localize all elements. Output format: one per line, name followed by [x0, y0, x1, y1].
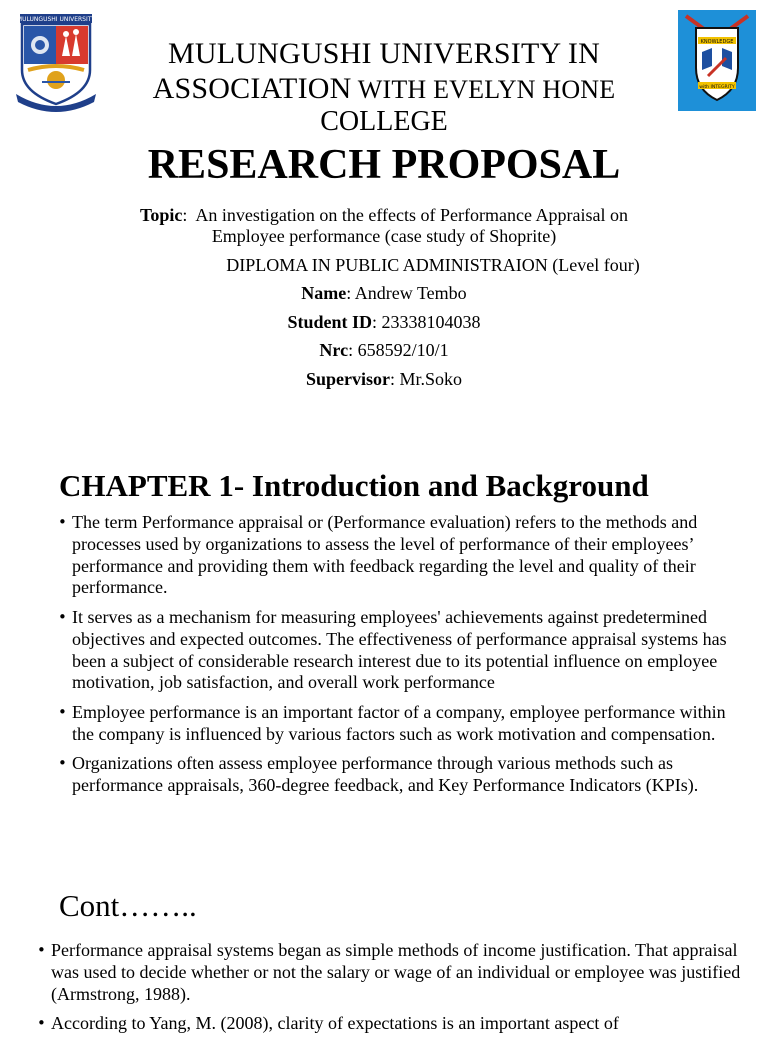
institution-line-2-lead: ASSOCIATION: [152, 72, 352, 105]
student-id-label: Student ID: [287, 312, 372, 332]
institution-line-1: MULUNGUSHI UNIVERSITY IN: [168, 37, 600, 70]
institution-line-2-rest: WITH EVELYN HONE: [351, 75, 616, 104]
nrc-value: : 658592/10/1: [348, 340, 449, 360]
student-id-line: [0, 312, 768, 333]
svg-text:with INTEGRITY: with INTEGRITY: [699, 85, 735, 90]
topic-line-1: Topic: An investigation on the effects of Performance Appraisal on: [140, 205, 628, 225]
supervisor-label: Supervisor: [305, 369, 390, 389]
institution-heading: [100, 36, 668, 137]
chapter-heading: CHAPTER 1- Introduction and Background: [59, 468, 649, 503]
student-id-value: : 23338104038: [372, 312, 481, 332]
nrc-line: [0, 340, 768, 361]
document-title: RESEARCH PROPOSAL: [147, 142, 621, 188]
continuation-bullet-list: [51, 940, 751, 1043]
continuation-heading: Cont……..: [59, 888, 197, 923]
institution-line-3: COLLEGE: [320, 106, 448, 137]
topic-block: [100, 205, 668, 246]
nrc-label: Nrc: [319, 340, 349, 360]
list-item: • The term Performance appraisal or (Performance evaluation) refers to the methods and processes used by organizations to assess the level of performance of their employees’ performance and providing them with feedback regarding the level and quality of their performance.: [72, 512, 732, 599]
institution-line-2: [100, 71, 668, 107]
list-item: • Employee performance is an important factor of a company, employee performance within the company is influenced by various factors such as work motivation and compensation.: [72, 702, 732, 746]
chapter-bullet-list: [72, 512, 732, 805]
topic-text-2: Employee performance (case study of Shoprite): [211, 225, 557, 246]
topic-text-1: An investigation on the effects of Performance Appraisal on: [195, 205, 628, 225]
list-item: • Performance appraisal systems began as simple methods of income justification. That appraisal was used to decide whether or not the salary or wage of an individual or employee was justified (Armstrong, 1988).: [51, 940, 751, 1005]
diploma-line: DIPLOMA IN PUBLIC ADMINISTRAION (Level four): [226, 255, 640, 275]
university-crest-icon: [14, 12, 98, 116]
name-label: Name: [301, 283, 347, 303]
supervisor-line: [0, 369, 768, 390]
topic-label: Topic: [140, 205, 183, 225]
list-item: • Organizations often assess employee performance through various methods such as performance appraisals, 360-degree feedback, and Key Performance Indicators (KPIs).: [72, 753, 732, 797]
college-shield-icon: [678, 10, 756, 111]
list-item: • It serves as a mechanism for measuring employees' achievements against predetermined objectives and expected outcomes. The effectiveness of performance appraisal systems has been a subject of considerable research interest due to its potential influence on employee motivation, job satisfaction, and overall work performance: [72, 607, 732, 694]
name-line: [0, 283, 768, 304]
list-item: • According to Yang, M. (2008), clarity of expectations is an important aspect of: [51, 1013, 751, 1035]
name-value: : Andrew Tembo: [346, 283, 467, 303]
svg-text:MULUNGUSHI UNIVERSITY: MULUNGUSHI UNIVERSITY: [16, 16, 96, 23]
svg-text:KNOWLEDGE: KNOWLEDGE: [700, 39, 734, 45]
supervisor-value: : Mr.Soko: [389, 369, 463, 389]
